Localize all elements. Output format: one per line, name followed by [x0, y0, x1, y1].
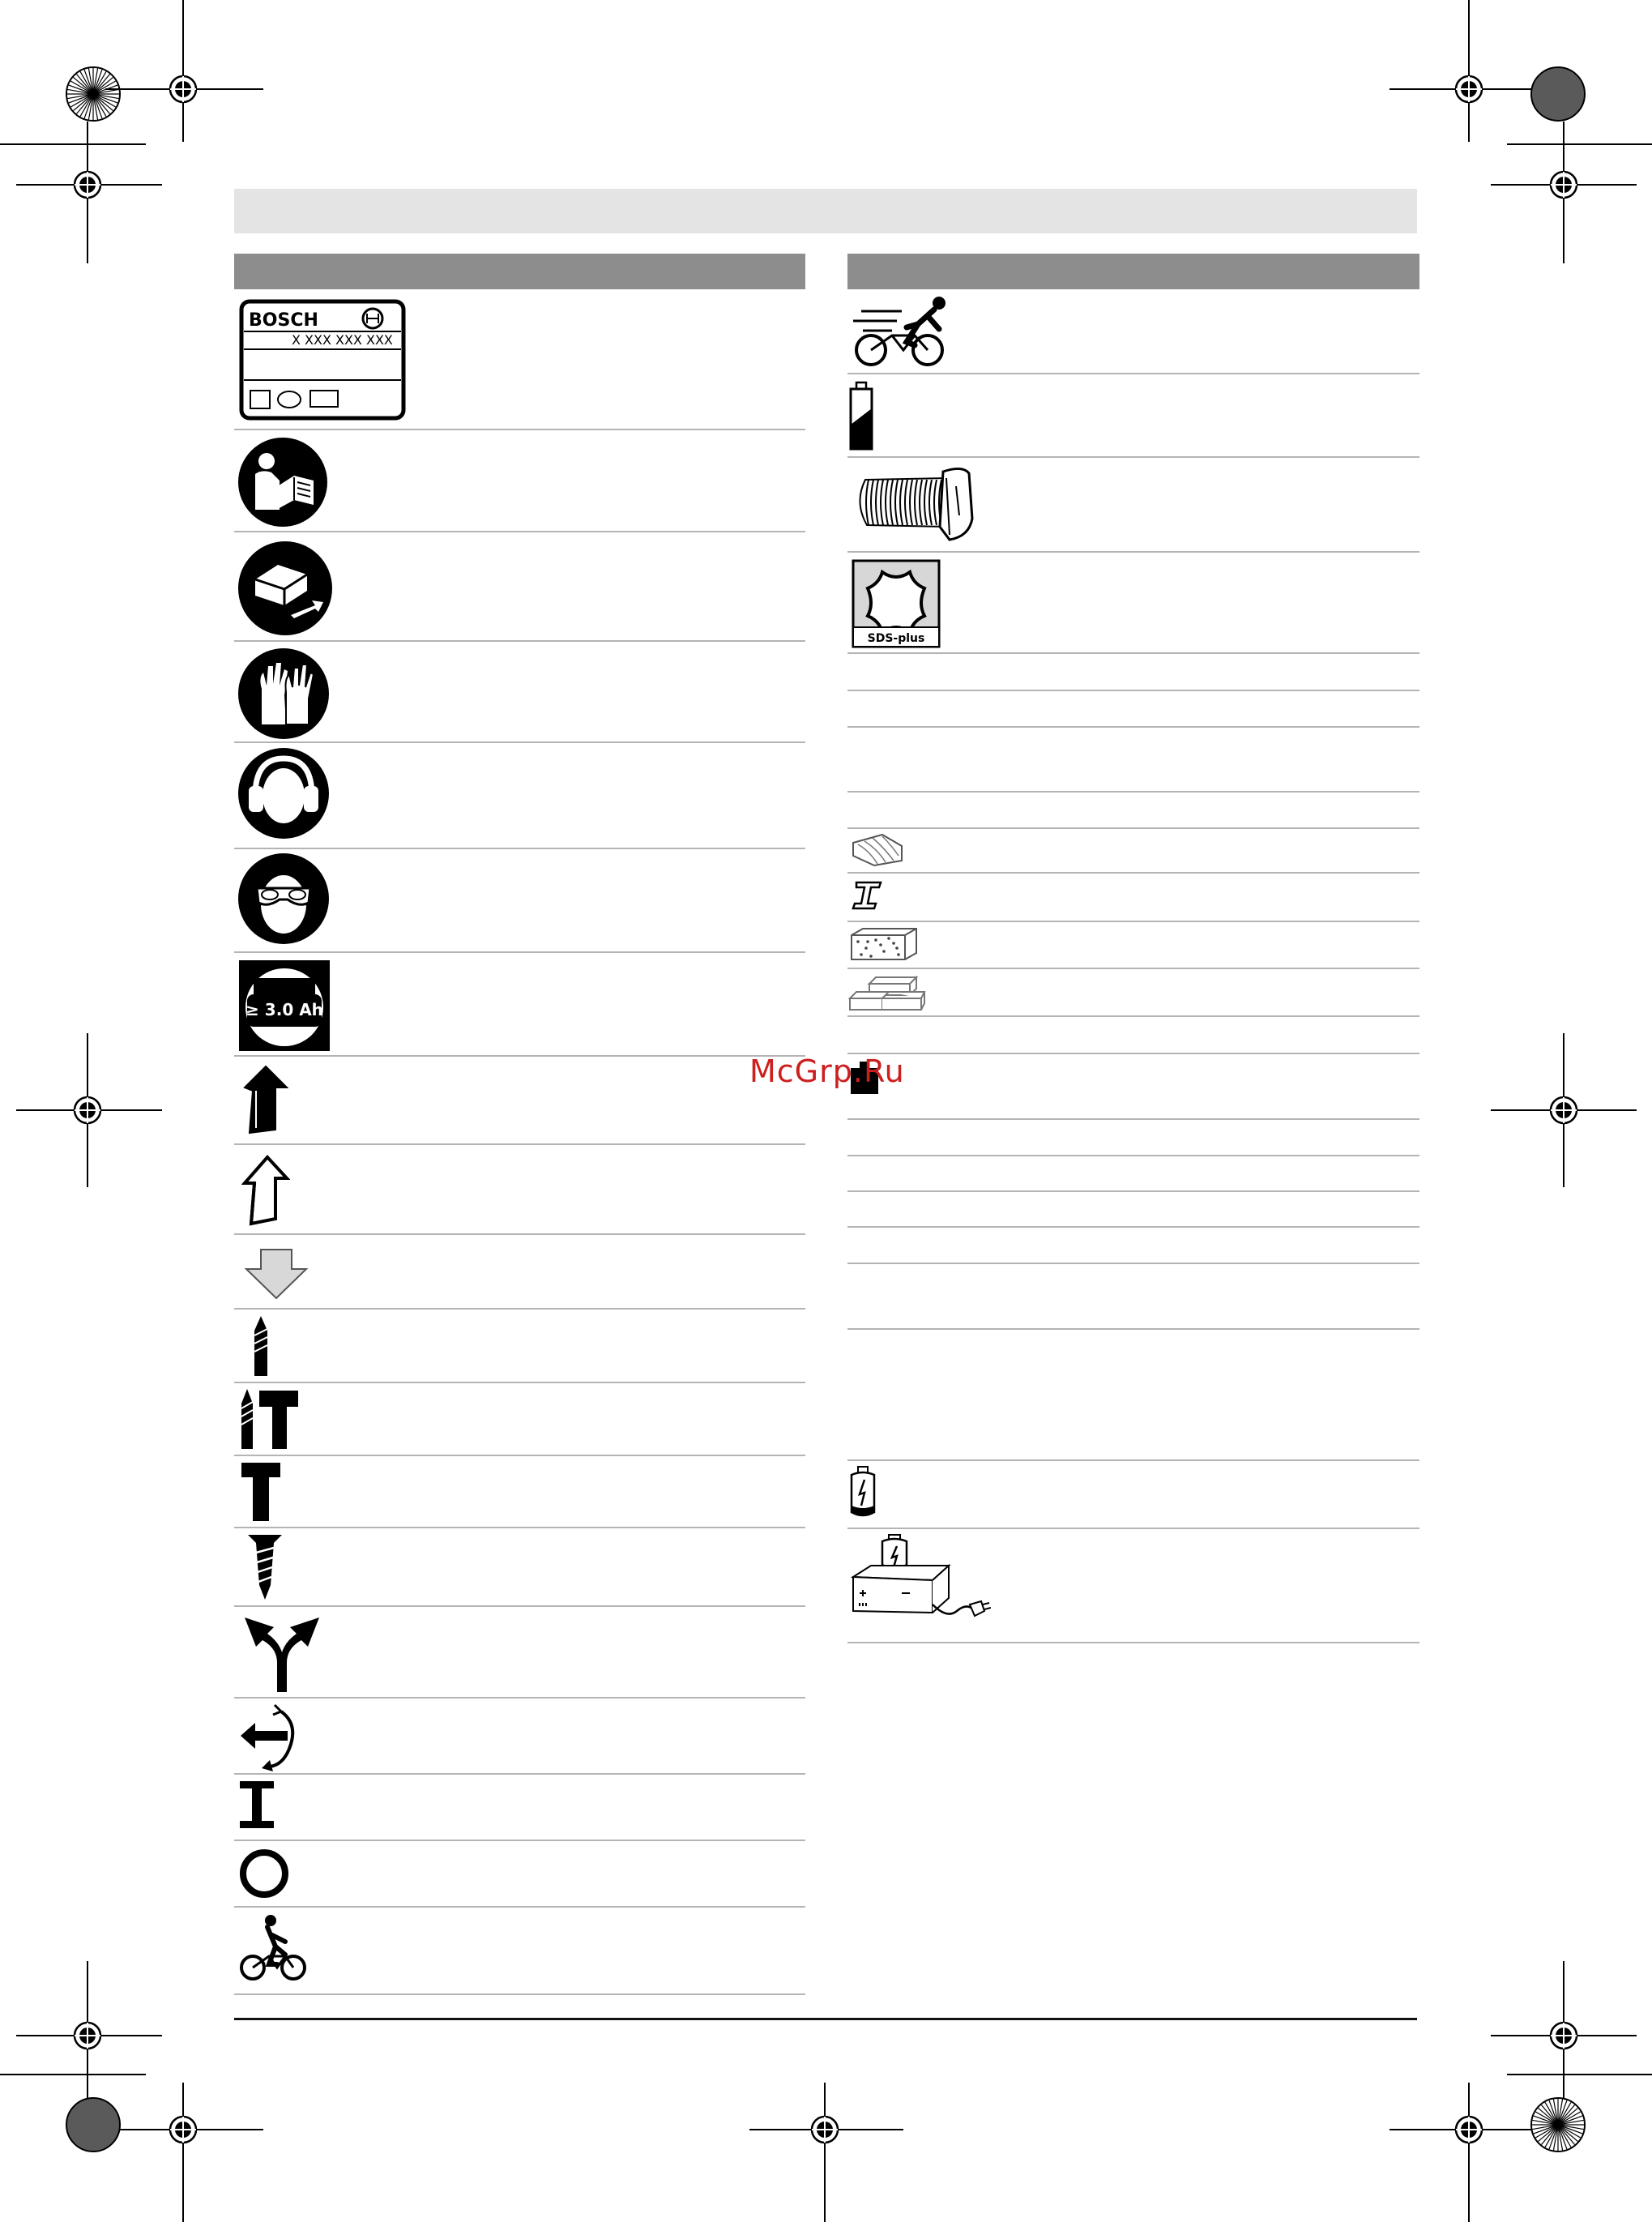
masonry-icon	[848, 974, 926, 1011]
row-divider	[234, 1143, 805, 1145]
arrow-up-filled-icon	[241, 1063, 290, 1136]
row-divider	[847, 921, 1419, 922]
row-divider	[234, 640, 805, 642]
row-divider	[847, 791, 1419, 793]
row-divider	[847, 1263, 1419, 1264]
battery-charge-icon	[848, 1465, 877, 1520]
row-divider	[234, 1773, 805, 1775]
row-divider	[234, 1308, 805, 1310]
row-divider	[234, 951, 805, 953]
row-divider	[847, 1155, 1419, 1156]
row-divider	[234, 741, 805, 743]
row-divider	[847, 726, 1419, 728]
right-column-header	[847, 254, 1419, 289]
off-icon	[238, 1848, 290, 1899]
ear-protection-icon	[237, 747, 331, 840]
row-divider	[234, 1233, 805, 1235]
row-divider	[234, 1906, 805, 1908]
row-divider	[234, 1993, 805, 1995]
row-divider	[847, 1642, 1419, 1643]
row-divider	[234, 429, 805, 430]
nameplate-serial: X XXX XXX XXX	[292, 332, 393, 348]
rotation-direction-icon	[237, 1703, 301, 1771]
row-divider	[234, 1605, 805, 1607]
left-column-header	[234, 254, 805, 289]
row-divider	[847, 1328, 1419, 1330]
row-divider	[847, 1190, 1419, 1192]
sds-plus-icon	[852, 559, 941, 648]
wood-icon	[850, 831, 903, 867]
nameplate-icon	[239, 299, 406, 421]
row-divider	[847, 456, 1419, 458]
eye-protection-icon	[237, 852, 331, 946]
steel-icon	[852, 879, 884, 912]
row-divider	[847, 1528, 1419, 1529]
battery-capacity-icon	[239, 960, 330, 1051]
arrow-down-icon	[243, 1246, 309, 1301]
row-divider	[847, 373, 1419, 374]
row-divider	[234, 1840, 805, 1841]
watermark: McGrp.Ru	[749, 1053, 905, 1089]
row-divider	[234, 1055, 805, 1057]
arrow-up-outline-icon	[241, 1154, 290, 1227]
sds-plus-label: SDS-plus	[867, 632, 925, 645]
fork-arrow-icon	[240, 1613, 324, 1694]
row-divider	[847, 1226, 1419, 1228]
row-divider	[847, 872, 1419, 874]
charger-icon	[848, 1532, 991, 1634]
hammer-drill-icon	[238, 1387, 301, 1451]
slow-cyclist-icon	[240, 1914, 308, 1984]
row-divider	[847, 1053, 1419, 1054]
dust-extraction-icon	[849, 462, 975, 545]
fast-cyclist-icon	[850, 295, 950, 366]
battery-remove-icon	[237, 541, 333, 636]
row-divider	[847, 1015, 1419, 1017]
battery-capacity-label: ≥ 3.0 Ah	[245, 1000, 323, 1019]
row-divider	[234, 848, 805, 849]
row-divider	[847, 1459, 1419, 1461]
row-divider	[234, 1527, 805, 1528]
page-header-bar	[234, 189, 1417, 233]
row-divider	[847, 551, 1419, 553]
row-divider	[234, 531, 805, 532]
drill-bit-icon	[251, 1314, 271, 1378]
row-divider	[234, 1455, 805, 1456]
chisel-icon	[240, 1461, 282, 1523]
row-divider	[234, 1382, 805, 1383]
gloves-icon	[237, 648, 331, 739]
nameplate-brand: BOSCH	[249, 310, 318, 331]
row-divider	[847, 827, 1419, 829]
row-divider	[847, 652, 1419, 654]
footer-rule	[234, 2018, 1417, 2020]
row-divider	[847, 690, 1419, 691]
row-divider	[234, 1697, 805, 1699]
concrete-icon	[848, 925, 920, 963]
screw-icon	[246, 1532, 284, 1601]
row-divider	[847, 1118, 1419, 1120]
row-divider	[847, 968, 1419, 969]
battery-level-icon	[848, 381, 874, 451]
read-manual-icon	[237, 437, 328, 528]
on-icon	[238, 1780, 275, 1830]
